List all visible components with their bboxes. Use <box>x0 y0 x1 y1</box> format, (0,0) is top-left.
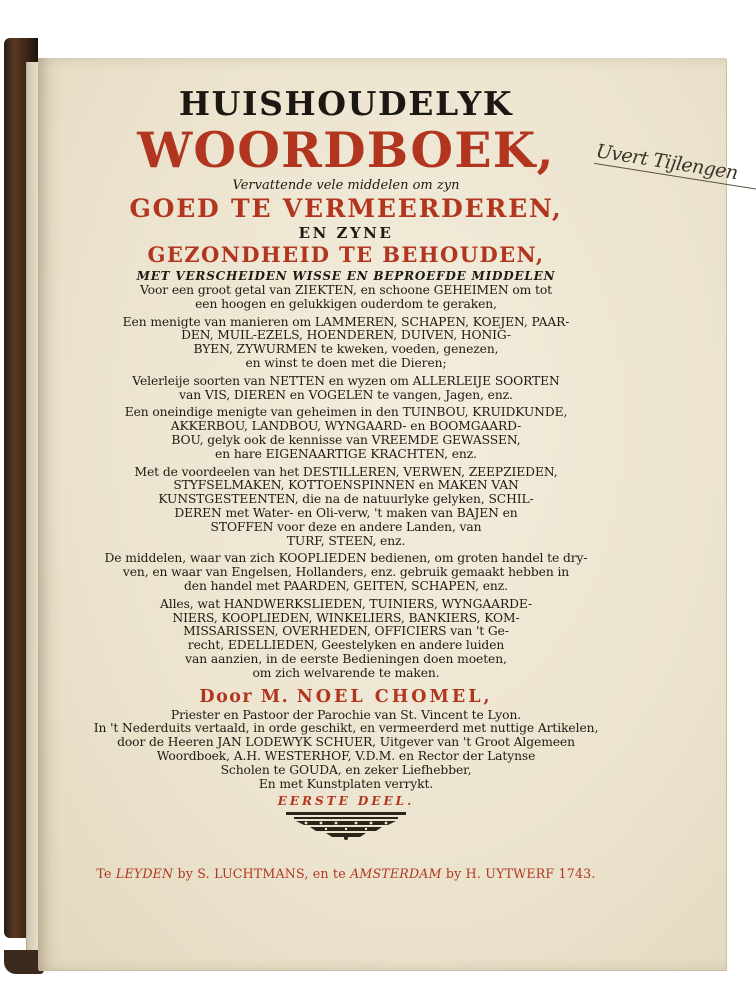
body-line: BOU, gelyk ook de kennisse van VREEMDE GEWASSEN, <box>171 432 521 447</box>
body-line: STYFSELMAKEN, KOTTOENSPINNEN en MAKEN VAN <box>173 478 519 493</box>
body-line: DEREN met Water- en Oli-verw, 't maken van BAJEN en <box>174 505 518 520</box>
volume-label: EERSTE DEEL. <box>277 794 415 809</box>
body-line: Een oneindige menigte van geheimen in den TUINBOU, KRUIDKUNDE, <box>124 405 568 420</box>
body-line: DEN, MUIL-EZELS, HOENDEREN, DUIVEN, HONIG- <box>181 328 511 343</box>
body-line: den handel met PAARDEN, GEITEN, SCHAPEN, enz. <box>184 578 508 593</box>
title-line-4: EN ZYNE <box>298 224 394 242</box>
body-line: Velerleije soorten van NETTEN en wyzen om ALLERLEIJE SOORTEN <box>132 373 560 388</box>
body-line: MISSARISSEN, OVERHEDEN, OFFICIERS van 't Ge- <box>183 624 509 639</box>
body-line: van aanzien, in de eerste Bedieningen doen moeten, <box>185 651 507 666</box>
credit-line: Scholen te GOUDA, en zeker Liefhebber, <box>220 762 472 777</box>
title-line-3: GOED TE VERMEERDEREN, <box>129 194 563 223</box>
subtitle: Vervattende vele middelen om zyn <box>232 178 460 193</box>
title-line-1: HUISHOUDELYK <box>178 84 514 123</box>
body-line: ven, en waar van Engelsen, Hollanders, enz. gebruik gemaakt hebben in <box>122 565 570 580</box>
body-line: AKKERBOU, LANDBOU, WYNGAARD- en BOOMGAARD- <box>170 419 522 434</box>
handwritten-inscription: Uvert Tijlengen <box>594 140 756 191</box>
imprint-pre: Te <box>96 866 112 882</box>
body-line: recht, EDELLIEDEN, Geestelyken en andere luiden <box>187 638 505 653</box>
body-line: Voor een groot getal van ZIEKTEN, en schoone GEHEIMEN om tot <box>139 283 553 297</box>
body-line: een hoogen en gelukkigen ouderdom te geraken, <box>195 296 497 311</box>
author-prefix: Door M. <box>199 686 290 707</box>
body-line: Met de voordeelen van het DESTILLEREN, VERWEN, ZEEPZIEDEN, <box>134 464 558 479</box>
credit-line: En met Kunstplaten verrykt. <box>258 776 434 791</box>
imprint-by-2: by H. UYTWERF 1743. <box>445 866 596 882</box>
title-line-6: MET VERSCHEIDEN WISSE EN BEPROEFDE MIDDELEN <box>136 269 556 283</box>
title-line-5: GEZONDHEID TE BEHOUDEN, <box>147 242 545 267</box>
ornament-icon <box>276 810 416 840</box>
body-line: Alles, wat HANDWERKSLIEDEN, TUINIERS, WYNGAARDE- <box>159 596 533 611</box>
body-line: STOFFEN voor deze en andere Landen, van <box>210 519 482 534</box>
credit-line: door de Heeren JAN LODEWYK SCHUER, Uitgever van 't Groot Algemeen <box>117 735 575 750</box>
credit-line: Woordboek, A.H. WESTERHOF, V.D.M. en Rector der Latynse <box>156 748 536 763</box>
imprint <box>86 866 606 882</box>
title-line-2: WOORDBOEK, <box>137 121 555 179</box>
imprint-by-1: by S. LUCHTMANS, en te <box>177 866 346 882</box>
imprint-city-amsterdam: AMSTERDAM <box>350 866 442 882</box>
body-line: en winst te doen met die Dieren; <box>245 355 447 370</box>
title-page-text <box>86 86 606 882</box>
imprint-city-leyden: LEYDEN <box>115 866 174 882</box>
credit-line: Priester en Pastoor der Parochie van St. Vincent te Lyon. <box>170 707 522 722</box>
author-line <box>86 685 606 709</box>
body-line: Een menigte van manieren om LAMMEREN, SCHAPEN, KOEJEN, PAAR- <box>122 314 570 329</box>
ornament <box>86 810 606 840</box>
body-line: TURF, STEEN, enz. <box>286 533 406 548</box>
credit-line: In 't Nederduits vertaald, in orde geschikt, en vermeerderd met nuttige Artikelen, <box>93 721 599 736</box>
body-line: NIERS, KOOPLIEDEN, WINKELIERS, BANKIERS, KOM- <box>172 610 520 625</box>
body-line: De middelen, waar van zich KOOPLIEDEN bedienen, om groten handel te dry- <box>104 551 588 566</box>
body-line: KUNSTGESTEENTEN, die na de natuurlyke gelyken, SCHIL- <box>158 492 534 507</box>
body-line: BYEN, ZYWURMEN te kweken, voeden, genezen, <box>193 342 499 357</box>
body-line: om zich welvarende te maken. <box>252 665 440 680</box>
author-name: NOEL CHOMEL, <box>296 686 493 707</box>
book <box>4 30 740 976</box>
body-line: en hare EIGENAARTIGE KRACHTEN, enz. <box>215 446 477 461</box>
body-line: van VIS, DIEREN en VOGELEN te vangen, Jagen, enz. <box>179 387 513 402</box>
